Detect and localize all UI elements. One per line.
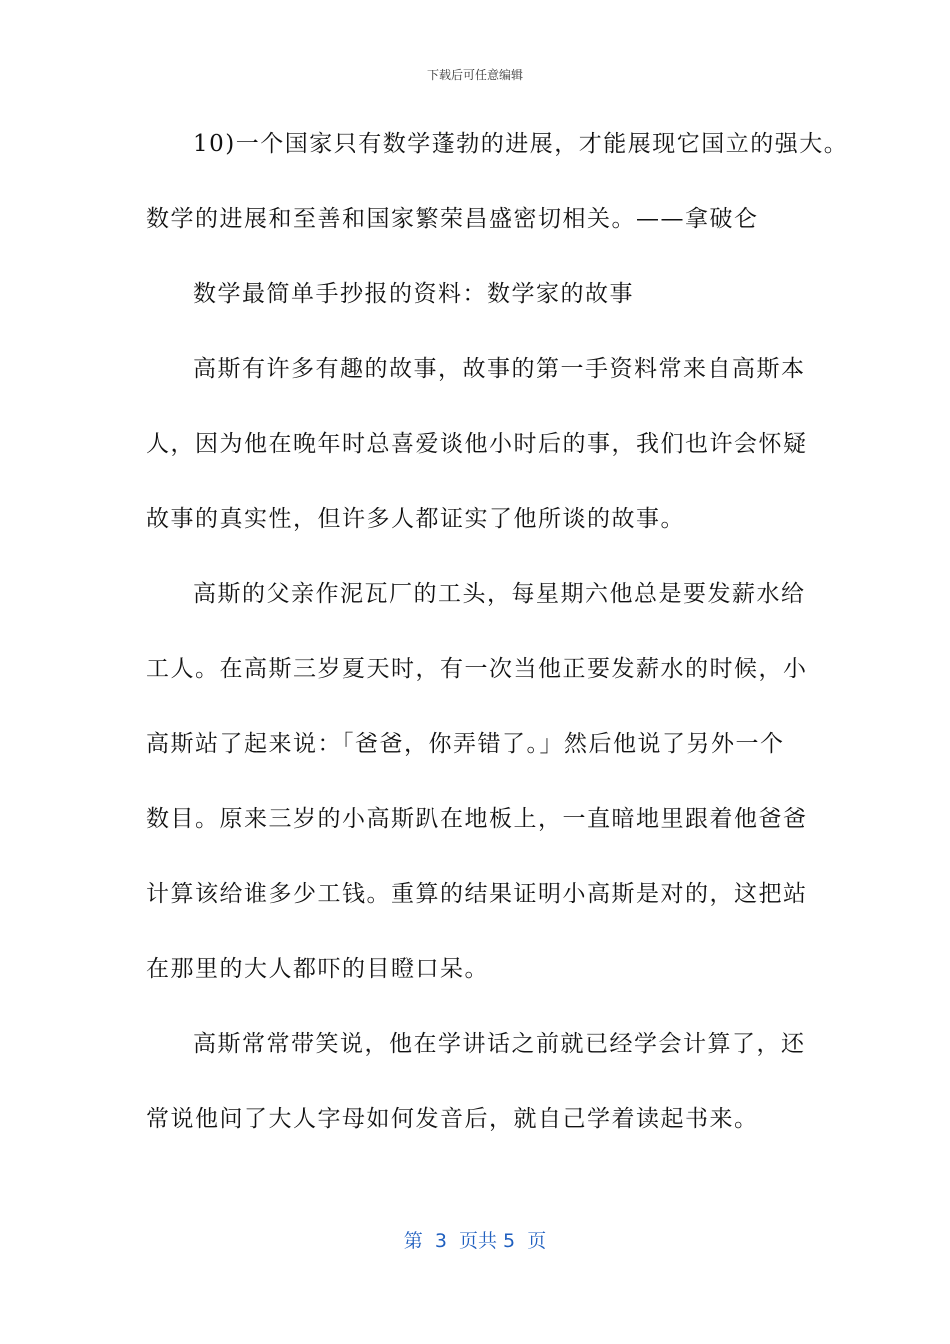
document-body <box>146 118 849 1168</box>
header-note: 下载后可任意编辑 <box>426 68 523 82</box>
paragraph-line: 高斯常常带笑说，他在学讲话之前就已经学会计算了，还 <box>193 1031 806 1057</box>
paragraph-line: 高斯的父亲作泥瓦厂的工头，每星期六他总是要发薪水给 <box>193 581 806 607</box>
paragraph-line: 计算该给谁多少工钱。重算的结果证明小高斯是对的，这把站 <box>146 881 808 907</box>
paragraph-line: 常说他问了大人字母如何发音后，就自己学着读起书来。 <box>146 1106 759 1132</box>
paragraph-line: 高斯有许多有趣的故事，故事的第一手资料常来自高斯本 <box>193 356 806 382</box>
paragraph-line: 工人。在高斯三岁夏天时，有一次当他正要发薪水的时候，小 <box>146 656 808 682</box>
paragraph-line: 10)一个国家只有数学蓬勃的进展，才能展现它国立的强大。 <box>193 131 849 157</box>
paragraph-line: 人，因为他在晚年时总喜爱谈他小时后的事，我们也许会怀疑 <box>146 431 808 457</box>
paragraph-line: 在那里的大人都吓的目瞪口呆。 <box>146 956 489 982</box>
paragraph-line: 数学的进展和至善和国家繁荣昌盛密切相关。——拿破仑 <box>146 206 759 232</box>
page-number-footer: 第 3 页共 5 页 <box>403 1230 547 1252</box>
paragraph-line: 故事的真实性，但许多人都证实了他所谈的故事。 <box>146 506 685 532</box>
paragraph-line: 数目。原来三岁的小高斯趴在地板上，一直暗地里跟着他爸爸 <box>146 806 808 832</box>
paragraph-line: 高斯站了起来说：「爸爸，你弄错了。」然后他说了另外一个 <box>146 731 785 757</box>
section-heading: 数学最简单手抄报的资料：数学家的故事 <box>193 281 634 307</box>
